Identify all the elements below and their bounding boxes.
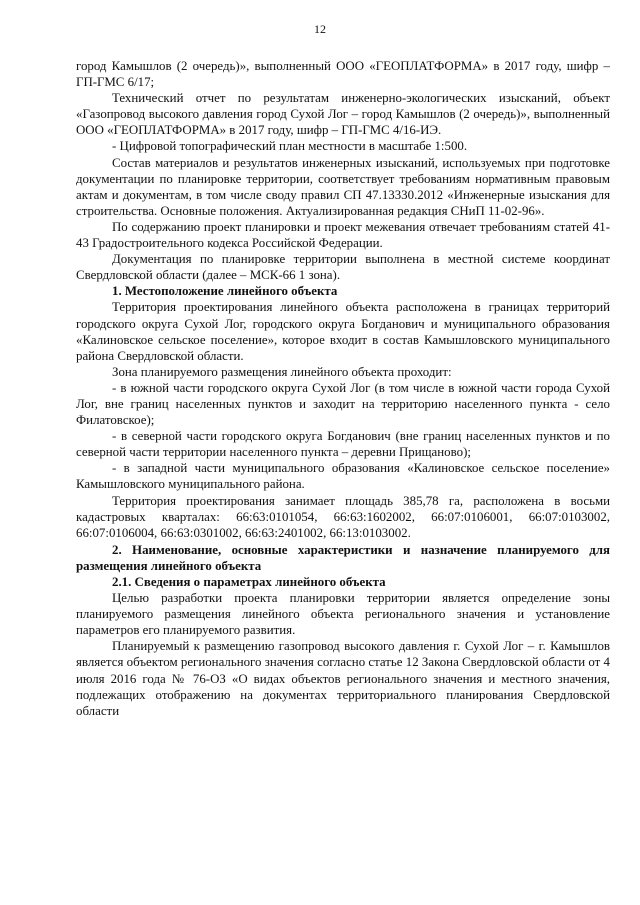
document-body: [76, 58, 610, 719]
paragraph-territory-area: Территория проектирования занимает площадь 385,78 га, расположена в восьми кадастровых кварталах: 66:63:0101054, 66:63:1602002, 66:07:0106001, 66:07:0103002, 66:07:0106004, 66:63:0301002, 66:63:2401002, 66:13:0103002.: [76, 493, 610, 540]
paragraph-coordinate-system: Документация по планировке территории выполнена в местной системе координат Свердловской области (далее – МСК-66 1 зона).: [76, 252, 610, 283]
paragraph-project-goal: Целью разработки проекта планировки территории является определение зоны планируемого размещения линейного объекта регионального значения и установление параметров его планируемого развития.: [76, 591, 610, 638]
paragraph-survey-materials: Состав материалов и результатов инженерных изысканий, используемых при подготовке документации по планировке территории, соответствует требованиям нормативным правовым актам и документам, в том числе своду правил СП 47.13330.2012 «Инженерные изыскания для строительства. Основные положения. Актуализированная редакция СНиП 11-02-96».: [76, 155, 610, 218]
paragraph-gas-pipeline-status: Планируемый к размещению газопровод высокого давления г. Сухой Лог – г. Камышлов является объектом регионального значения согласно статье 12 Закона Свердловской области от 4 июля 2016 года № 76-ОЗ «О видах объектов регионального значения и местного значения, подлежащих отображению на документах территориального планирования Свердловской области: [76, 639, 610, 718]
list-item-sukhoy-log: - в южной части городского округа Сухой Лог (в том числе в южной части города Сухой Лог, вне границ населенных пунктов и заходит на территорию населенного пункта - село Филатовское);: [76, 380, 610, 428]
paragraph-topographic-plan: - Цифровой топографический план местности в масштабе 1:500.: [112, 139, 468, 154]
list-item-kalinovskoe: - в западной части муниципального образования «Калиновское сельское поселение» Камышловского муниципального района.: [76, 461, 610, 492]
page-number: 12: [314, 22, 326, 36]
section-heading-characteristics: 2. Наименование, основные характеристики и назначение планируемого для размещения линейного объекта: [76, 542, 610, 573]
paragraph-eco-survey-report: Технический отчет по результатам инженерно-экологических изысканий, объект «Газопровод высокого давления город Сухой Лог – город Камышлов (2 очередь)», выполненный ООО «ГЕОПЛАТФОРМА» в 2017 году, шифр – ГП-ГМС 4/16-ИЭ.: [76, 91, 610, 138]
paragraph-territory-location: Территория проектирования линейного объекта расположена в границах территорий городского округа Сухой Лог, городского округа Богданович и муниципального образования «Калиновское сельское поселение», которое входит в состав Камышловского муниципального района Свердловской области.: [76, 300, 610, 363]
section-heading-location: 1. Местоположение линейного объекта: [112, 284, 338, 299]
paragraph-project-compliance: По содержанию проект планировки и проект межевания отвечает требованиям статей 41-43 Градостроительного кодекса Российской Федерации.: [76, 219, 610, 251]
subsection-heading-parameters: 2.1. Сведения о параметрах линейного объекта: [112, 575, 386, 589]
paragraph-zone-intro: Зона планируемого размещения линейного объекта проходит:: [112, 364, 452, 379]
paragraph-survey-geodesy-cont: город Камышлов (2 очередь)», выполненный ООО «ГЕОПЛАТФОРМА» в 2017 году, шифр – ГП-ГМС 6/17;: [76, 59, 610, 90]
list-item-bogdanovich: - в северной части городского округа Богданович (вне границ населенных пунктов и по северной части территории населенного пункта – деревни Прищаново);: [76, 429, 610, 460]
